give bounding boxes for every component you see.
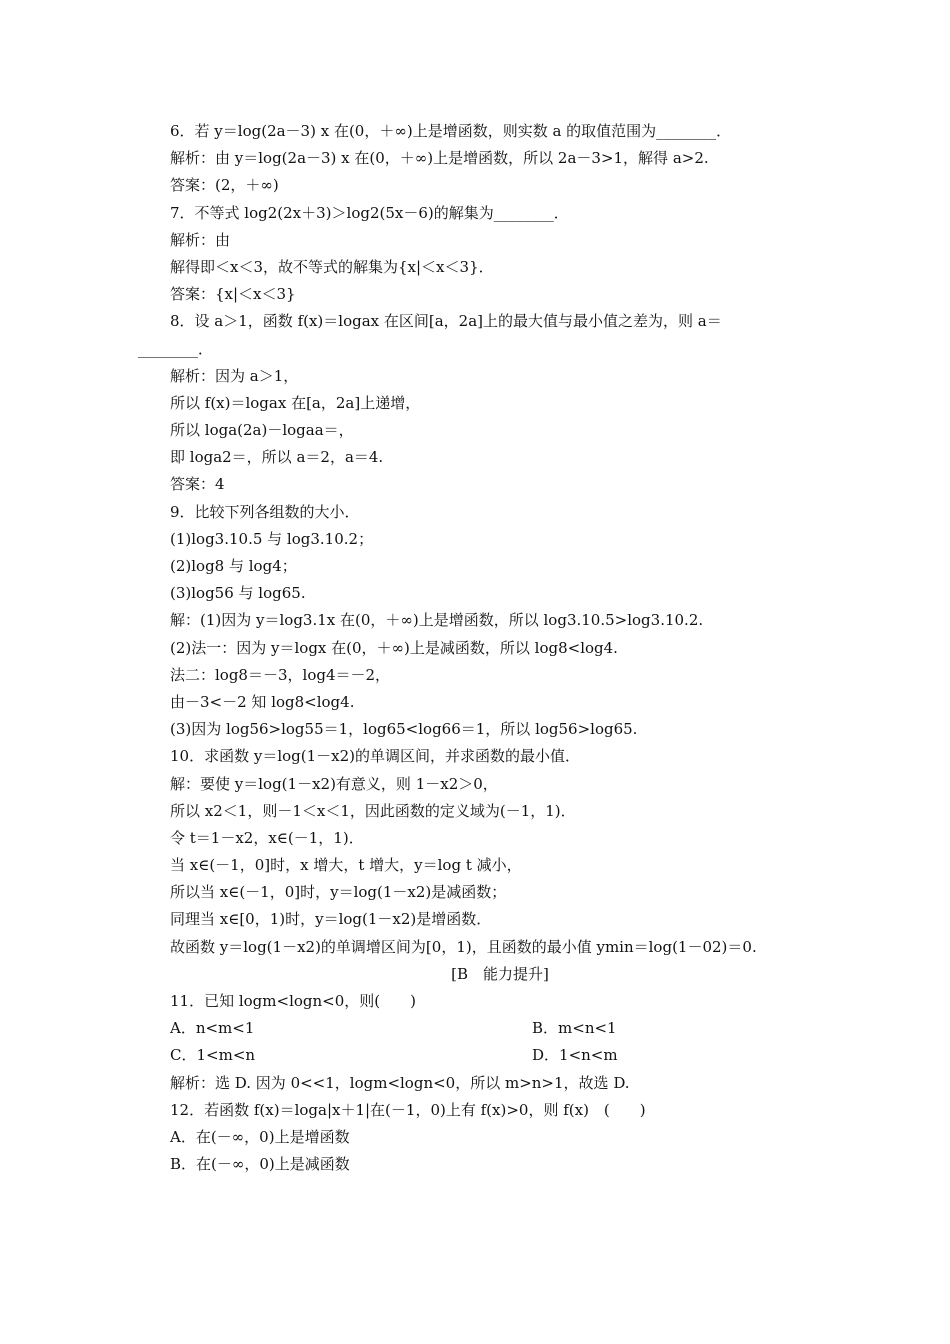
q12-option-a: A．在(－∞，0)上是增函数 [170, 1127, 350, 1146]
q10-solution-5: 所以当 x∈(－1，0]时，y＝log(1－x2)是减函数； [170, 883, 507, 902]
q11-option-c: C．1<m<n [170, 1046, 256, 1065]
document-content [138, 118, 830, 1178]
q11-option-d: D．1<n<m [532, 1046, 618, 1065]
q8-analysis-2: 所以 f(x)＝logax 在[a，2a]上递增， [170, 393, 421, 412]
q9-solution-5: (3)因为 log56>log55＝1，log65<log66＝1，所以 log56>log65. [170, 720, 638, 739]
q8-analysis-3: 所以 loga(2a)－logaa＝， [170, 421, 354, 440]
q8-question: 8．设 a＞1，函数 f(x)＝logax 在区间[a，2a]上的最大值与最小值之差为，则 a＝ [170, 312, 722, 331]
q11-option-a: A．n<m<1 [170, 1019, 255, 1038]
q11-option-b: B．m<n<1 [532, 1019, 617, 1038]
q8-analysis-1: 解析：因为 a＞1， [170, 366, 299, 385]
q6-answer: 答案：(2，＋∞) [170, 176, 279, 195]
q9-part-2: (2)log8 与 log4； [170, 557, 297, 575]
q10-solution-1: 解：要使 y＝log(1－x2)有意义，则 1－x2＞0， [170, 774, 498, 793]
q8-question-blank: ________． [138, 339, 214, 358]
q7-analysis-2: 解得即＜x＜3，故不等式的解集为{x|＜x＜3}． [170, 257, 494, 276]
q7-question: 7．不等式 log2(2x＋3)＞log2(5x－6)的解集为________． [170, 203, 569, 222]
q6-question: 6．若 y＝log(2a－3) x 在(0，＋∞)上是增函数，则实数 a 的取值范围为________． [170, 122, 732, 140]
q11-question: 11．已知 logm<logn<0，则( ) [170, 992, 416, 1010]
q11-options-row-1 [170, 1015, 830, 1042]
q10-solution-3: 令 t＝1－x2，x∈(－1，1)． [170, 828, 364, 847]
q9-part-3: (3)log56 与 log65. [170, 584, 306, 603]
q9-solution-4: 由－3<－2 知 log8<log4. [170, 692, 355, 711]
q10-solution-6: 同理当 x∈[0，1)时，y＝log(1－x2)是增函数． [170, 910, 492, 929]
q7-answer: 答案：{x|＜x＜3} [170, 285, 296, 304]
q9-solution-3: 法二：log8＝－3，log4＝－2， [170, 665, 391, 684]
q10-solution-4: 当 x∈(－1，0]时，x 增大，t 增大，y＝log t 减小， [170, 856, 522, 875]
q8-answer: 答案：4 [170, 475, 225, 494]
q9-solution-1: 解：(1)因为 y＝log3.1x 在(0，＋∞)上是增函数，所以 log3.10.5>log3.10.2. [170, 611, 704, 630]
q6-analysis: 解析：由 y＝log(2a－3) x 在(0，＋∞)上是增函数，所以 2a－3>1，解得 a>2. [170, 149, 709, 168]
q9-question: 9．比较下列各组数的大小． [170, 502, 360, 521]
q9-part-1: (1)log3.10.5 与 log3.10.2； [170, 529, 374, 548]
q12-question: 12．若函数 f(x)＝loga|x＋1|在(－1，0)上有 f(x)>0，则 f(x) ( ) [170, 1100, 646, 1119]
q7-analysis-1: 解析：由 [170, 230, 231, 249]
q11-analysis: 解析：选 D. 因为 0<<1，logm<logn<0，所以 m>n>1，故选 D. [170, 1073, 630, 1092]
q8-analysis-4: 即 loga2＝，所以 a＝2，a＝4. [170, 448, 384, 467]
q12-option-b: B．在(－∞，0)上是减函数 [170, 1155, 350, 1174]
section-heading: [B 能力提升] [451, 964, 549, 983]
q10-question: 10．求函数 y＝log(1－x2)的单调区间，并求函数的最小值． [170, 747, 581, 766]
q9-solution-2: (2)法一：因为 y＝logx 在(0，＋∞)上是减函数，所以 log8<log4. [170, 638, 618, 657]
q11-options-row-2 [170, 1042, 830, 1069]
q10-solution-7: 故函数 y＝log(1－x2)的单调增区间为[0，1)，且函数的最小值 ymin＝log(1－02)＝0. [170, 937, 757, 956]
q10-solution-2: 所以 x2＜1，则－1＜x＜1，因此函数的定义域为(－1，1)． [170, 801, 576, 820]
